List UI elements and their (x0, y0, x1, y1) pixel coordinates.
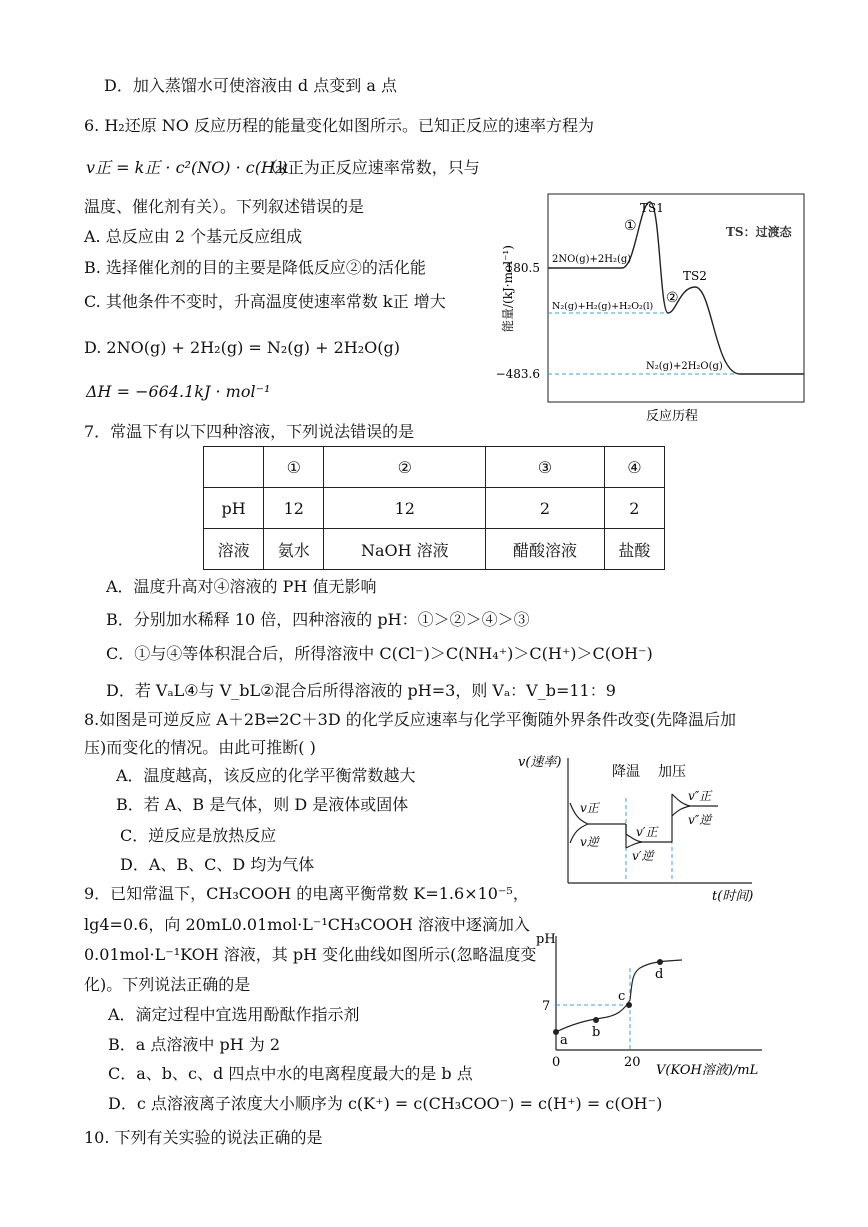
q6-stem: 6. H₂还原 NO 反应历程的能量变化如图所示。已知正反应的速率方程为 (84, 116, 595, 135)
table-cell: 溶液 (204, 529, 264, 570)
q7-table (203, 446, 665, 570)
table-cell: 氨水 (264, 529, 324, 570)
q8-stem: 8.如图是可逆反应 A＋2B⇌2C＋3D 的化学反应速率与化学平衡随外界条件改变(先降温后加 (84, 710, 737, 729)
q6-level-483: −483.6 (495, 367, 540, 381)
q8-vfwd-label: v正 (580, 801, 599, 815)
q6-x-axis-label: 反应历程 (646, 409, 699, 424)
q8-vrev-label: v逆 (580, 835, 599, 849)
q8-option-d: D．A、B、C、D 均为气体 (120, 855, 315, 874)
q9-tick-7: 7 (542, 999, 551, 1014)
table-cell: ② (324, 447, 486, 488)
q6-ts2-label: TS2 (683, 269, 707, 283)
q6-step1-label: ① (624, 218, 637, 234)
table-row (204, 488, 665, 529)
table-cell: 12 (324, 488, 486, 529)
q7-option-a: A．温度升高对④溶液的 PH 值无影响 (106, 577, 377, 596)
q6-option-a: A. 总反应由 2 个基元反应组成 (84, 227, 303, 246)
table-cell: 醋酸溶液 (486, 529, 605, 570)
q6-stem-cont: 温度、催化剂有关）。下列叙述错误的是 (84, 197, 365, 216)
q8-option-b: B．若 A、B 是气体，则 D 是液体或固体 (116, 795, 409, 814)
q7-option-d: D．若 VₐL④与 V_bL②混合后所得溶液的 pH=3，则 Vₐ：V_b=11：9 (106, 681, 616, 700)
q6-energy-diagram (490, 192, 810, 428)
q8-rate-diagram (516, 748, 760, 908)
q9-stem-2: lg4=0.6，向 20mL0.01mol·L⁻¹CH₃COOH 溶液中逐滴加入 (84, 915, 530, 934)
table-row (204, 447, 665, 488)
q6-species-reactants: 2NO(g)+2H₂(g) (552, 254, 632, 265)
q9-option-c: C．a、b、c、d 四点中水的电离程度最大的是 b 点 (108, 1064, 473, 1083)
q6-species-products: N₂(g)+2H₂O(g) (646, 361, 723, 372)
q5-option-d: D．加入蒸馏水可使溶液由 d 点变到 a 点 (104, 76, 397, 95)
q9-tick-20: 20 (624, 1055, 641, 1070)
q6-species-intermediate: N₂(g)+H₂(g)+H₂O₂(l) (552, 301, 654, 312)
q9-x-axis-label: V(KOH溶液)/mL (656, 1063, 759, 1078)
q8-y-axis-label: v(速率) (518, 755, 562, 770)
q6-option-b: B. 选择催化剂的目的主要是降低反应②的活化能 (84, 258, 426, 277)
table-cell: ① (264, 447, 324, 488)
q7-option-c: C．①与④等体积混合后，所得溶液中 C(Cl⁻)＞C(NH₄⁺)＞C(H⁺)＞C(OH⁻) (106, 644, 653, 663)
q8-cooling-label: 降温 (612, 764, 640, 780)
table-cell: ③ (486, 447, 605, 488)
q8-x-axis-label: t(时间) (712, 889, 754, 904)
table-cell: 12 (264, 488, 324, 529)
q8-pressure-label: 加压 (658, 764, 686, 780)
q8-stem-cont: 压)而变化的情况。由此可推断( ) (84, 738, 316, 757)
table-cell: 2 (604, 488, 664, 529)
q9-stem-4: 化)。下列说法正确的是 (84, 975, 251, 994)
q8-v1rev-label: v′逆 (632, 849, 654, 863)
q9-point-b: b (592, 1025, 601, 1040)
q6-option-d-enthalpy: ΔH = −664.1kJ · mol⁻¹ (86, 382, 271, 401)
q8-option-a: A．温度越高，该反应的化学平衡常数越大 (116, 766, 416, 785)
q9-stem-3: 0.01mol·L⁻¹KOH 溶液，其 pH 变化曲线如图所示(忽略温度变 (84, 945, 537, 964)
q9-point-a: a (560, 1033, 568, 1048)
q7-option-b: B．分别加水稀释 10 倍，四种溶液的 pH：①＞②＞④＞③ (106, 610, 530, 629)
table-row (204, 529, 665, 570)
q9-stem: 9．已知常温下，CH₃COOH 的电离平衡常数 K=1.6×10⁻⁵， (84, 884, 529, 903)
q9-tick-0: 0 (552, 1055, 561, 1070)
q8-v2fwd-label: v″正 (688, 789, 712, 803)
q9-option-d: D．c 点溶液离子浓度大小顺序为 c(K⁺) = c(CH₃COO⁻) = c(H⁺) = c(OH⁻) (108, 1094, 663, 1113)
q8-v1fwd-label: v′正 (636, 825, 658, 839)
q6-rate-equation: v正 = k正 · c²(NO) · c(H₂) (86, 158, 288, 177)
q8-option-c: C．逆反应是放热反应 (120, 826, 277, 845)
q6-level-180: 180.5 (505, 261, 540, 275)
table-cell: ④ (604, 447, 664, 488)
q9-y-axis-label: pH (536, 932, 556, 947)
q7-stem: 7．常温下有以下四种溶液，下列说法错误的是 (84, 422, 415, 441)
q6-option-d: D. 2NO(g) + 2H₂(g) = N₂(g) + 2H₂O(g) (84, 338, 400, 357)
table-cell: pH (204, 488, 264, 529)
q9-point-d: d (655, 967, 664, 982)
q6-ts1-label: TS1 (640, 201, 664, 215)
q9-option-b: B．a 点溶液中 pH 为 2 (108, 1035, 281, 1054)
table-cell: NaOH 溶液 (324, 529, 486, 570)
q6-rate-note: （k正为正反应速率常数，只与 (262, 158, 480, 177)
q6-y-axis-label: 能量/(kJ·mol⁻¹) (501, 245, 515, 332)
q6-option-c: C. 其他条件不变时，升高温度使速率常数 k正 增大 (84, 292, 446, 311)
q6-step2-label: ② (666, 290, 679, 306)
q9-point-c: c (618, 989, 626, 1004)
table-cell: 盐酸 (604, 529, 664, 570)
table-cell (204, 447, 264, 488)
table-cell: 2 (486, 488, 605, 529)
q6-legend: TS：过渡态 (726, 225, 792, 239)
q8-v2rev-label: v″逆 (688, 813, 712, 827)
q9-option-a: A．滴定过程中宜选用酚酞作指示剂 (108, 1005, 360, 1024)
q9-titration-curve (532, 928, 772, 1080)
q10-stem: 10. 下列有关实验的说法正确的是 (84, 1128, 323, 1147)
